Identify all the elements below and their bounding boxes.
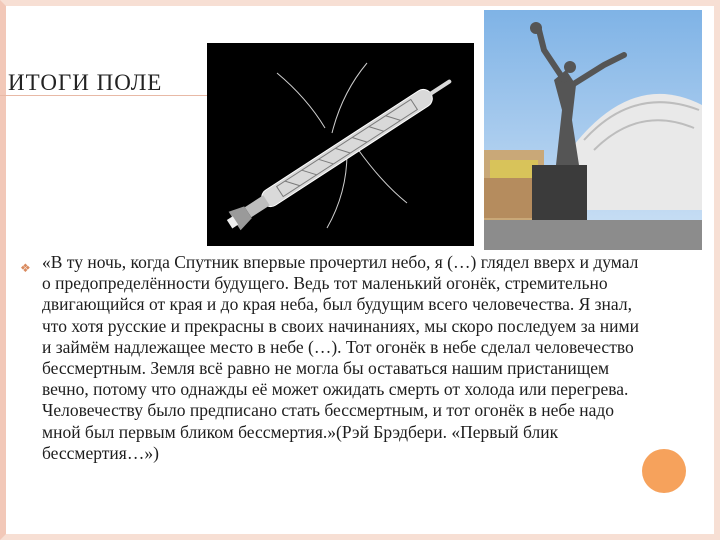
slide-title: ИТОГИ ПОЛЕ — [8, 70, 163, 95]
decorative-circle — [642, 449, 686, 493]
satellite-photo — [207, 43, 474, 246]
bullet-icon: ❖ — [20, 261, 31, 275]
monument-photo — [484, 10, 702, 250]
bradbury-quote: «В ту ночь, когда Спутник впервые прочертил небо, я (…) глядел вверх и думал о предопределённости будущего. Ведь тот маленький огонёк, стремительно двигающийся от края и до края неба, был будущим всего человечества. Я знал, что хотя русские и прекрасны в своих начинаниях, мы скоро последуем за ними и займём надлежащее место в небе (…). Тот огонёк в небе сделал человечество бессмертным. Земля всё равно не могла бы оставаться нашим пристанищем вечно, потому что однажды её может ожидать смерть от холода или перегрева. Человечеству было предписано стать бессмертным, и тот огонёк в небе надо мной был первым бликом бессмертия.»(Рэй Брэдбери. «Первый блик бессмертия…») — [42, 252, 639, 463]
